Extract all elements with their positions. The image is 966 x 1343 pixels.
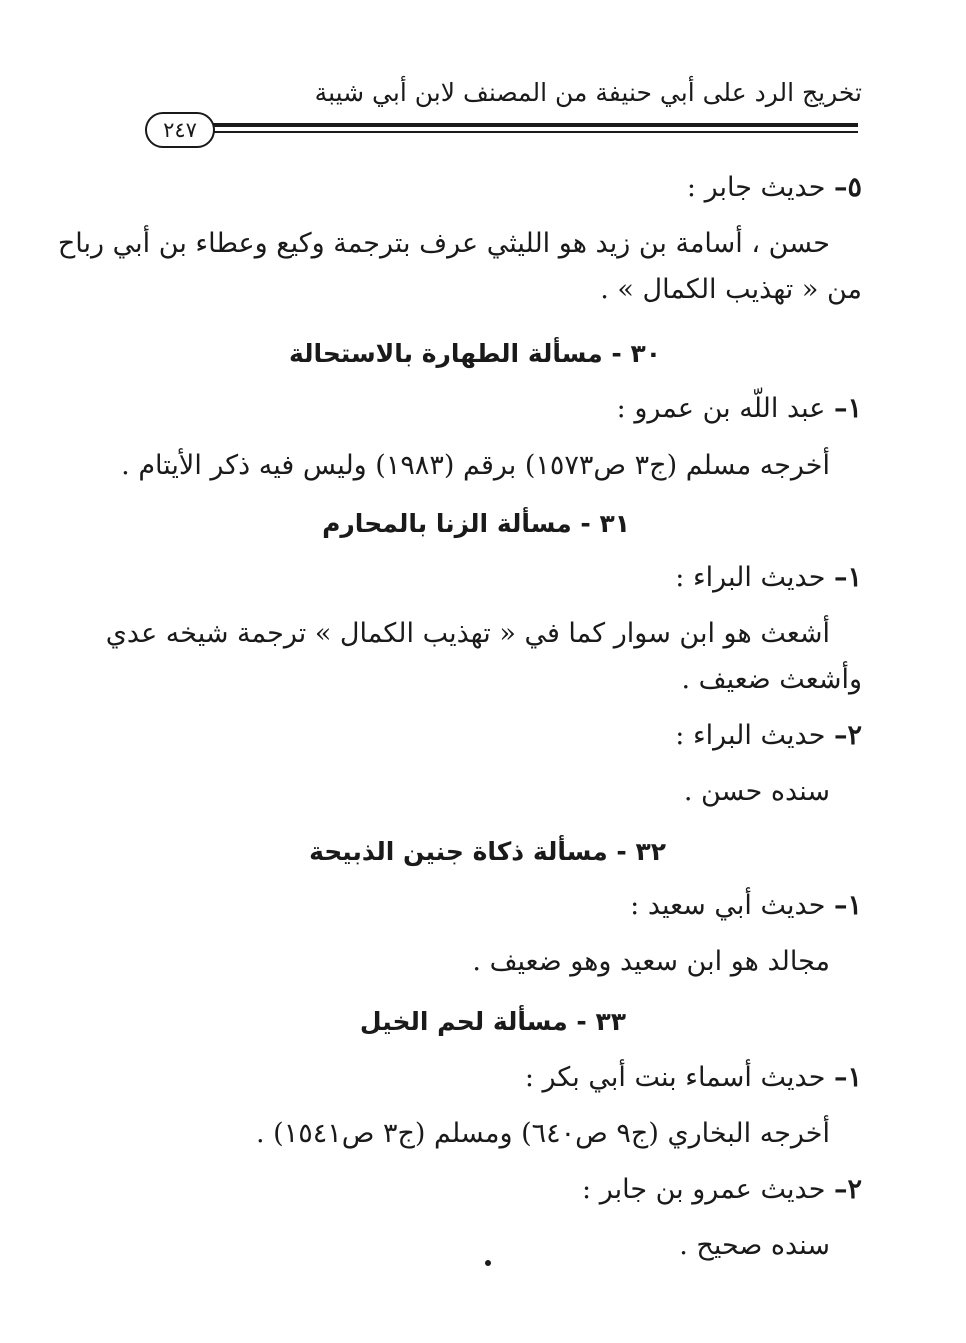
paragraph-line: أشعث هو ابن سوار كما في « تهذيب الكمال » ترجمة شيخه عدي <box>105 618 830 649</box>
paragraph-line: حسن ، أسامة بن زيد هو الليثي عرف بترجمة وكيع وعطاء بن أبي رباح <box>57 228 830 259</box>
header-rule-thin <box>196 131 858 133</box>
item-heading <box>675 718 862 754</box>
item-heading <box>630 888 862 924</box>
paragraph-line: سنده حسن . <box>683 776 830 807</box>
page-number: ٢٤٧ <box>145 112 215 148</box>
item-number: ١– <box>833 890 862 921</box>
section-heading: ٣٣ - مسألة لحم الخيل <box>359 1007 626 1036</box>
header-rule-thick <box>196 123 858 127</box>
item-title: عبد اللّه بن عمرو : <box>616 393 826 424</box>
running-title: تخريج الرد على أبي حنيفة من المصنف لابن أبي شيبة <box>314 78 862 107</box>
item-heading <box>687 170 862 206</box>
item-heading <box>525 1060 862 1096</box>
item-number: ١– <box>833 393 862 424</box>
item-number: ٢– <box>833 720 862 751</box>
item-number: ٥– <box>833 172 862 203</box>
item-title: حديث البراء : <box>675 720 826 751</box>
item-heading <box>582 1172 862 1208</box>
item-heading <box>617 391 862 427</box>
paragraph-line: أخرجه البخاري (ج٩ ص٦٤٠) ومسلم (ج٣ ص١٥٤١) . <box>256 1118 830 1149</box>
section-heading: ٣٠ - مسألة الطهارة بالاستحالة <box>288 339 661 368</box>
item-title: حديث أبي سعيد : <box>630 890 826 921</box>
paragraph-line: من « تهذيب الكمال » . <box>600 274 862 305</box>
item-number: ١– <box>833 562 862 593</box>
item-heading <box>675 560 862 596</box>
item-title: حديث جابر : <box>686 172 826 203</box>
paragraph-line: سنده صحيح . <box>679 1230 830 1261</box>
paragraph-line: مجالد هو ابن سعيد وهو ضعيف . <box>472 946 830 977</box>
item-number: ١– <box>833 1062 862 1093</box>
paragraph-line: أخرجه مسلم (ج٣ ص١٥٧٣) برقم (١٩٨٣) وليس فيه ذكر الأيتام . <box>121 450 830 481</box>
footer-dot <box>485 1260 491 1266</box>
item-title: حديث عمرو بن جابر : <box>582 1174 826 1205</box>
section-heading: ٣١ - مسألة الزنا بالمحارم <box>322 509 630 538</box>
item-title: حديث أسماء بنت أبي بكر : <box>524 1062 826 1093</box>
item-title: حديث البراء : <box>675 562 826 593</box>
item-number: ٢– <box>833 1174 862 1205</box>
section-heading: ٣٢ - مسألة ذكاة جنين الذبيحة <box>309 837 666 866</box>
paragraph-line: وأشعث ضعيف . <box>681 664 862 695</box>
